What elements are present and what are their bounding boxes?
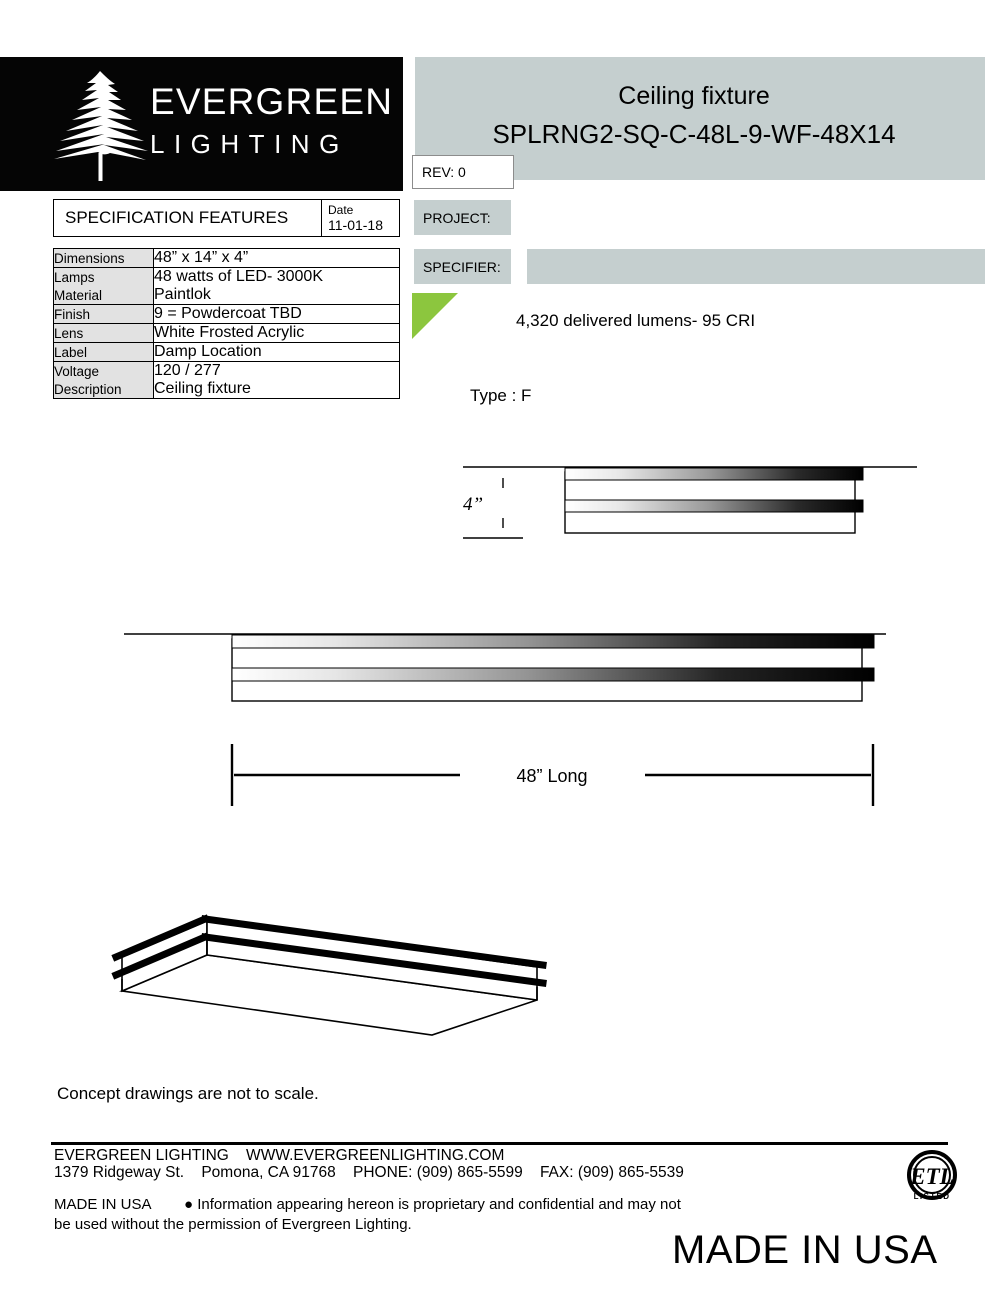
spec-row-value: White Frosted Acrylic <box>154 324 400 343</box>
brand-wordmark <box>150 81 395 161</box>
project-field-label <box>414 200 511 235</box>
footer-notice-line2: be used without the permission of Evergreen Lighting. <box>54 1216 412 1233</box>
spec-row-key: Dimensions <box>54 249 154 268</box>
svg-text:ETL: ETL <box>910 1164 954 1189</box>
revision-label: REV: 0 <box>422 164 466 180</box>
specification-date-cell <box>322 200 399 236</box>
spec-row-value: Damp Location <box>154 343 400 362</box>
spec-row-key: Description <box>54 380 154 398</box>
spec-row-key: Finish <box>54 305 154 324</box>
brand-name-line1: EVERGREEN <box>150 81 394 122</box>
catalog-number: SPLRNG2-SQ-C-48L-9-WF-48X14 <box>492 119 896 149</box>
spec-table-row <box>54 362 399 381</box>
length-dimension-drawing <box>220 742 885 808</box>
spec-row-value: 48 watts of LED- 3000K <box>154 268 400 287</box>
lumens-cri-text: 4,320 delivered lumens- 95 CRI <box>516 311 756 330</box>
fixture-type-text: Type : F <box>470 386 532 405</box>
brand-logo-banner <box>0 57 403 191</box>
footer-address-phone: 1379 Ridgeway St. Pomona, CA 91768 PHONE: (909) 865-5599 FAX: (909) 865-5539 <box>54 1164 684 1181</box>
specifier-label-text: SPECIFIER: <box>423 258 501 275</box>
etl-listed-certification-icon <box>903 1148 961 1206</box>
spec-table-row <box>54 380 399 398</box>
specifier-field-value <box>527 249 985 284</box>
spec-row-key: Material <box>54 286 154 305</box>
footer-notice-line1: MADE IN USA ● Information appearing hereon is proprietary and confidential and may not <box>54 1196 681 1213</box>
pine-tree-icon <box>52 67 148 183</box>
specifier-field-label <box>414 249 511 284</box>
specification-table-body <box>54 249 399 398</box>
spec-row-key: Lamps <box>54 268 154 287</box>
side-elevation-drawing-small <box>455 450 925 560</box>
spec-row-value: 9 = Powdercoat TBD <box>154 305 400 324</box>
spec-row-value: 48” x 14” x 4” <box>154 249 249 266</box>
brand-name-line2: LIGHTING <box>150 129 349 159</box>
spec-table-row <box>54 305 399 324</box>
spec-row-key: Voltage <box>54 362 154 381</box>
spec-row-value: 120 / 277 <box>154 362 400 381</box>
length-callout-label: 48” Long <box>516 766 588 786</box>
spec-table-row <box>54 268 399 287</box>
project-label-text: PROJECT: <box>423 209 491 226</box>
specification-table <box>53 248 400 399</box>
revision-box <box>412 155 514 189</box>
height-callout-label: 4” <box>463 494 484 515</box>
spec-row-value: Paintlok <box>154 286 211 303</box>
side-elevation-drawing-wide <box>120 615 890 715</box>
spec-table-row <box>54 286 399 305</box>
specification-features-title: SPECIFICATION FEATURES <box>54 200 322 236</box>
spec-row-key: Label <box>54 343 154 362</box>
footer-company-website: EVERGREEN LIGHTING WWW.EVERGREENLIGHTING.COM <box>54 1147 505 1164</box>
spec-table-row <box>54 324 399 343</box>
spec-row-value: Ceiling fixture <box>154 380 251 397</box>
svg-text:LISTED: LISTED <box>913 1192 951 1201</box>
spec-table-row <box>54 249 399 268</box>
footer-divider <box>51 1142 948 1145</box>
concept-drawings-note: Concept drawings are not to scale. <box>57 1084 319 1103</box>
product-type: Ceiling fixture <box>618 82 770 110</box>
spec-table-row <box>54 343 399 362</box>
specification-features-header <box>53 199 400 237</box>
isometric-fixture-drawing <box>100 895 560 1050</box>
green-accent-triangle-icon <box>412 293 458 339</box>
date-value: 11-01-18 <box>328 217 384 233</box>
date-label: Date <box>328 203 354 217</box>
made-in-usa-large-text: MADE IN USA <box>672 1228 938 1272</box>
spec-row-key: Lens <box>54 324 154 343</box>
